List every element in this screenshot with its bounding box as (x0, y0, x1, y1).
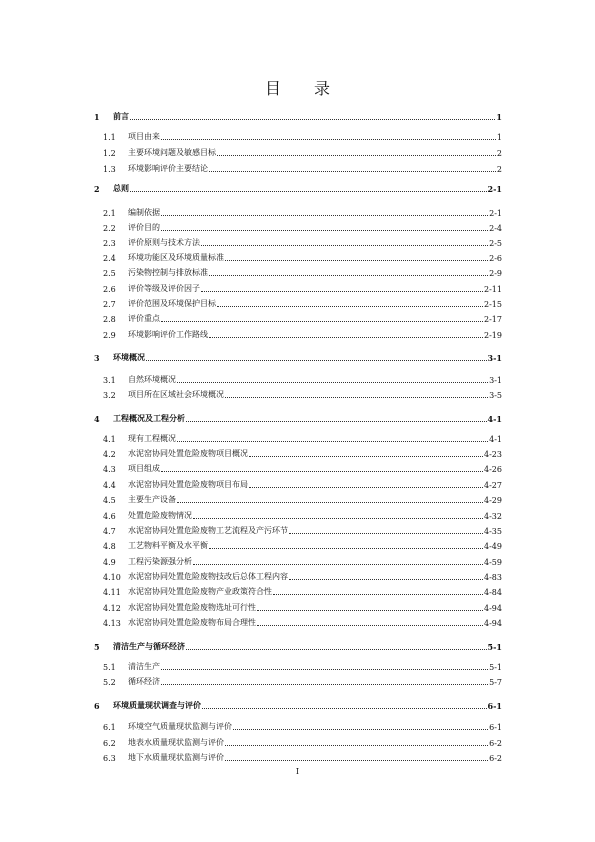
toc-section-row[interactable] (103, 569, 502, 582)
toc-entry-label: 评价范围及环境保护目标 (128, 299, 216, 308)
toc-entry-page: 4-1 (489, 435, 502, 444)
toc-entry-label: 水泥窑协同处置危险废物技改后总体工程内容 (128, 572, 288, 581)
toc-entry-page: 2-11 (484, 285, 502, 294)
toc-entry-page: 6-1 (489, 723, 502, 732)
toc-dot-leader (209, 337, 483, 338)
toc-entry-page: 6-2 (489, 754, 502, 763)
toc-dot-leader (217, 306, 483, 307)
toc-entry-label: 编制依据 (128, 208, 160, 217)
toc-entry-number: 2.7 (103, 300, 116, 309)
toc-entry-label: 评价原则与技术方法 (128, 238, 200, 247)
toc-entry-number: 3 (94, 353, 100, 363)
toc-entry-number: 2.3 (103, 239, 116, 248)
toc-entry-number: 2.4 (103, 254, 116, 263)
toc-entry-label: 评价重点 (128, 314, 160, 323)
toc-entry-number: 5.2 (103, 678, 116, 687)
toc-entry-page: 2-5 (489, 239, 502, 248)
toc-entry-number: 4.4 (103, 481, 116, 490)
toc-dot-leader (201, 245, 488, 246)
toc-dot-leader (289, 579, 483, 580)
toc-entry-label: 评价目的 (128, 223, 160, 232)
toc-dot-leader (273, 594, 483, 595)
toc-entry-page: 1 (496, 133, 502, 142)
toc-entry-label: 水泥窑协同处置危险废物项目概况 (128, 449, 248, 458)
toc-dot-leader (161, 139, 496, 140)
toc-entry-number: 4.7 (103, 527, 116, 536)
toc-entry-number: 3.2 (103, 391, 116, 400)
toc-entry-label: 水泥窑协同处置危险废物工艺流程及产污环节 (128, 526, 288, 535)
toc-entry-label: 处置危险废物情况 (128, 511, 192, 520)
toc-entry-page: 4-94 (484, 604, 502, 613)
toc-entry-number: 4.8 (103, 542, 116, 551)
toc-entry-number: 6.1 (103, 723, 116, 732)
toc-section-row[interactable] (103, 311, 502, 324)
toc-entry-page: 4-23 (484, 450, 502, 459)
toc-section-row[interactable] (103, 600, 502, 613)
toc-section-row[interactable] (103, 387, 502, 400)
toc-entry-label: 自然环境概况 (128, 375, 176, 384)
toc-entry-page: 6-2 (489, 739, 502, 748)
toc-section-row[interactable] (103, 615, 502, 628)
toc-section-row[interactable] (103, 220, 502, 233)
toc-entry-label: 水泥窑协同处置危险废物产业政策符合性 (128, 587, 272, 596)
toc-entry-label: 工艺物料平衡及水平衡 (128, 541, 208, 550)
toc-dot-leader (161, 684, 488, 685)
toc-entry-page: 4-29 (484, 496, 502, 505)
toc-entry-page: 5-1 (487, 642, 502, 652)
toc-entry-page: 2-15 (484, 300, 502, 309)
toc-chapter-row[interactable] (94, 109, 502, 122)
toc-entry-number: 2.2 (103, 224, 116, 233)
toc-dot-leader (289, 533, 483, 534)
toc-entry-page: 1 (496, 112, 502, 122)
toc-entry-label: 清洁生产 (128, 662, 160, 671)
toc-entry-label: 水泥窑协同处置危险废物选址可行性 (128, 603, 256, 612)
toc-entry-number: 2.5 (103, 269, 116, 278)
toc-section-row[interactable] (103, 523, 502, 536)
toc-section-row[interactable] (103, 205, 502, 218)
toc-dot-leader (209, 548, 483, 549)
toc-section-row[interactable] (103, 477, 502, 490)
toc-entry-number: 5 (94, 642, 100, 652)
toc-entry-number: 4.10 (103, 573, 121, 582)
toc-section-row[interactable] (103, 446, 502, 459)
toc-entry-page: 5-7 (489, 678, 502, 687)
toc-entry-page: 3-1 (489, 376, 502, 385)
toc-section-row[interactable] (103, 554, 502, 567)
toc-entry-label: 评价等级及评价因子 (128, 284, 200, 293)
toc-entry-label: 水泥窑协同处置危险废物布局合理性 (128, 618, 256, 627)
toc-section-row[interactable] (103, 735, 502, 748)
toc-section-row[interactable] (103, 584, 502, 597)
toc-dot-leader (161, 215, 488, 216)
page-number: I (295, 767, 300, 776)
toc-entry-number: 1.1 (103, 133, 116, 142)
toc-dot-leader (209, 171, 496, 172)
toc-dot-leader (161, 471, 483, 472)
toc-dot-leader (225, 745, 488, 746)
toc-section-row[interactable] (103, 129, 502, 142)
toc-section-row[interactable] (103, 659, 502, 672)
toc-dot-leader (225, 760, 488, 761)
toc-dot-leader (177, 441, 488, 442)
toc-section-row[interactable] (103, 750, 502, 763)
toc-dot-leader (209, 275, 488, 276)
toc-entry-label: 地表水质量现状监测与评价 (128, 738, 224, 747)
toc-entry-page: 2-17 (484, 315, 502, 324)
toc-entry-page: 4-94 (484, 619, 502, 628)
toc-entry-label: 总则 (113, 183, 129, 193)
toc-entry-number: 4.9 (103, 558, 116, 567)
toc-entry-label: 主要生产设备 (128, 495, 176, 504)
toc-entry-page: 2-9 (489, 269, 502, 278)
toc-entry-label: 项目所在区域社会环境概况 (128, 390, 224, 399)
toc-dot-leader (130, 191, 487, 192)
toc-entry-page: 4-59 (484, 558, 502, 567)
toc-section-row[interactable] (103, 281, 502, 294)
toc-entry-label: 清洁生产与循环经济 (113, 641, 185, 651)
toc-section-row[interactable] (103, 431, 502, 444)
toc-dot-leader (225, 260, 488, 261)
toc-dot-leader (257, 625, 483, 626)
toc-entry-page: 4-1 (487, 414, 502, 424)
toc-entry-number: 6.3 (103, 754, 116, 763)
toc-entry-page: 4-26 (484, 465, 502, 474)
toc-dot-leader (186, 649, 487, 650)
toc-section-row[interactable] (103, 145, 502, 158)
toc-entry-number: 2.6 (103, 285, 116, 294)
toc-dot-leader (249, 487, 483, 488)
toc-entry-number: 2 (94, 184, 100, 194)
toc-chapter-row[interactable] (94, 698, 502, 711)
toc-entry-number: 4.1 (103, 435, 116, 444)
toc-dot-leader (257, 610, 483, 611)
toc-entry-page: 6-1 (487, 701, 502, 711)
toc-section-row[interactable] (103, 538, 502, 551)
toc-section-row[interactable] (103, 719, 502, 732)
toc-section-row[interactable] (103, 372, 502, 385)
toc-dot-leader (193, 564, 483, 565)
toc-entry-number: 4.5 (103, 496, 116, 505)
toc-section-row[interactable] (103, 265, 502, 278)
toc-entry-label: 水泥窑协同处置危险废物项目布局 (128, 480, 248, 489)
toc-chapter-row[interactable] (94, 181, 502, 194)
toc-entry-page: 4-83 (484, 573, 502, 582)
page-title: 目 录 (264, 79, 345, 98)
toc-entry-label: 现有工程概况 (128, 434, 176, 443)
toc-entry-label: 污染物控制与排放标准 (128, 268, 208, 277)
toc-entry-label: 循环经济 (128, 677, 160, 686)
toc-entry-page: 4-84 (484, 588, 502, 597)
toc-entry-label: 工程概况及工程分析 (113, 413, 185, 423)
toc-entry-number: 2.1 (103, 209, 116, 218)
toc-entry-number: 4.2 (103, 450, 116, 459)
toc-entry-number: 1 (94, 112, 100, 122)
toc-entry-label: 项目由来 (128, 132, 160, 141)
toc-dot-leader (201, 291, 483, 292)
toc-entry-page: 2 (496, 149, 502, 158)
toc-entry-number: 4 (94, 414, 100, 424)
toc-dot-leader (130, 119, 495, 120)
toc-entry-page: 3-5 (489, 391, 502, 400)
toc-entry-page: 2-19 (484, 331, 502, 340)
toc-dot-leader (146, 360, 487, 361)
toc-entry-label: 项目组成 (128, 464, 160, 473)
toc-section-row[interactable] (103, 492, 502, 505)
toc-entry-number: 4.12 (103, 604, 121, 613)
toc-section-row[interactable] (103, 250, 502, 263)
toc-section-row[interactable] (103, 296, 502, 309)
toc-entry-number: 2.8 (103, 315, 116, 324)
toc-entry-number: 3.1 (103, 376, 116, 385)
toc-entry-label: 环境功能区及环境质量标准 (128, 253, 224, 262)
toc-section-row[interactable] (103, 461, 502, 474)
toc-chapter-row[interactable] (94, 639, 502, 652)
toc-entry-label: 地下水质量现状监测与评价 (128, 753, 224, 762)
toc-section-row[interactable] (103, 235, 502, 248)
toc-section-row[interactable] (103, 161, 502, 174)
toc-entry-label: 环境影响评价工作路线 (128, 330, 208, 339)
toc-entry-number: 1.2 (103, 149, 116, 158)
toc-entry-label: 环境概况 (113, 352, 145, 362)
toc-entry-number: 1.3 (103, 165, 116, 174)
toc-entry-page: 3-1 (487, 353, 502, 363)
toc-entry-number: 6 (94, 701, 100, 711)
toc-entry-label: 前言 (113, 111, 129, 121)
toc-dot-leader (177, 502, 483, 503)
toc-entry-page: 2 (496, 165, 502, 174)
toc-chapter-row[interactable] (94, 411, 502, 424)
toc-entry-number: 4.13 (103, 619, 121, 628)
toc-entry-page: 4-27 (484, 481, 502, 490)
toc-dot-leader (177, 382, 488, 383)
toc-entry-number: 4.6 (103, 512, 116, 521)
toc-dot-leader (233, 729, 488, 730)
toc-dot-leader (249, 456, 483, 457)
toc-entry-number: 5.1 (103, 663, 116, 672)
toc-dot-leader (161, 669, 488, 670)
toc-chapter-row[interactable] (94, 350, 502, 363)
toc-entry-number: 2.9 (103, 331, 116, 340)
toc-entry-number: 4.11 (103, 588, 121, 597)
toc-entry-number: 6.2 (103, 739, 116, 748)
toc-entry-page: 2-1 (489, 209, 502, 218)
toc-dot-leader (225, 397, 488, 398)
toc-entry-page: 2-6 (489, 254, 502, 263)
toc-entry-label: 主要环境问题及敏感目标 (128, 148, 216, 157)
toc-dot-leader (161, 230, 488, 231)
toc-dot-leader (161, 321, 483, 322)
toc-section-row[interactable] (103, 327, 502, 340)
toc-dot-leader (202, 708, 487, 709)
toc-entry-page: 4-49 (484, 542, 502, 551)
toc-dot-leader (186, 421, 487, 422)
toc-entry-page: 5-1 (489, 663, 502, 672)
toc-section-row[interactable] (103, 674, 502, 687)
toc-dot-leader (217, 155, 496, 156)
toc-entry-page: 2-4 (489, 224, 502, 233)
toc-entry-label: 环境影响评价主要结论 (128, 164, 208, 173)
toc-entry-page: 2-1 (487, 184, 502, 194)
toc-entry-label: 环境质量现状调查与评价 (113, 700, 201, 710)
toc-section-row[interactable] (103, 508, 502, 521)
toc-entry-page: 4-35 (484, 527, 502, 536)
toc-entry-page: 4-32 (484, 512, 502, 521)
toc-entry-label: 工程污染源强分析 (128, 557, 192, 566)
toc-entry-label: 环境空气质量现状监测与评价 (128, 722, 232, 731)
toc-entry-number: 4.3 (103, 465, 116, 474)
toc-dot-leader (193, 518, 483, 519)
